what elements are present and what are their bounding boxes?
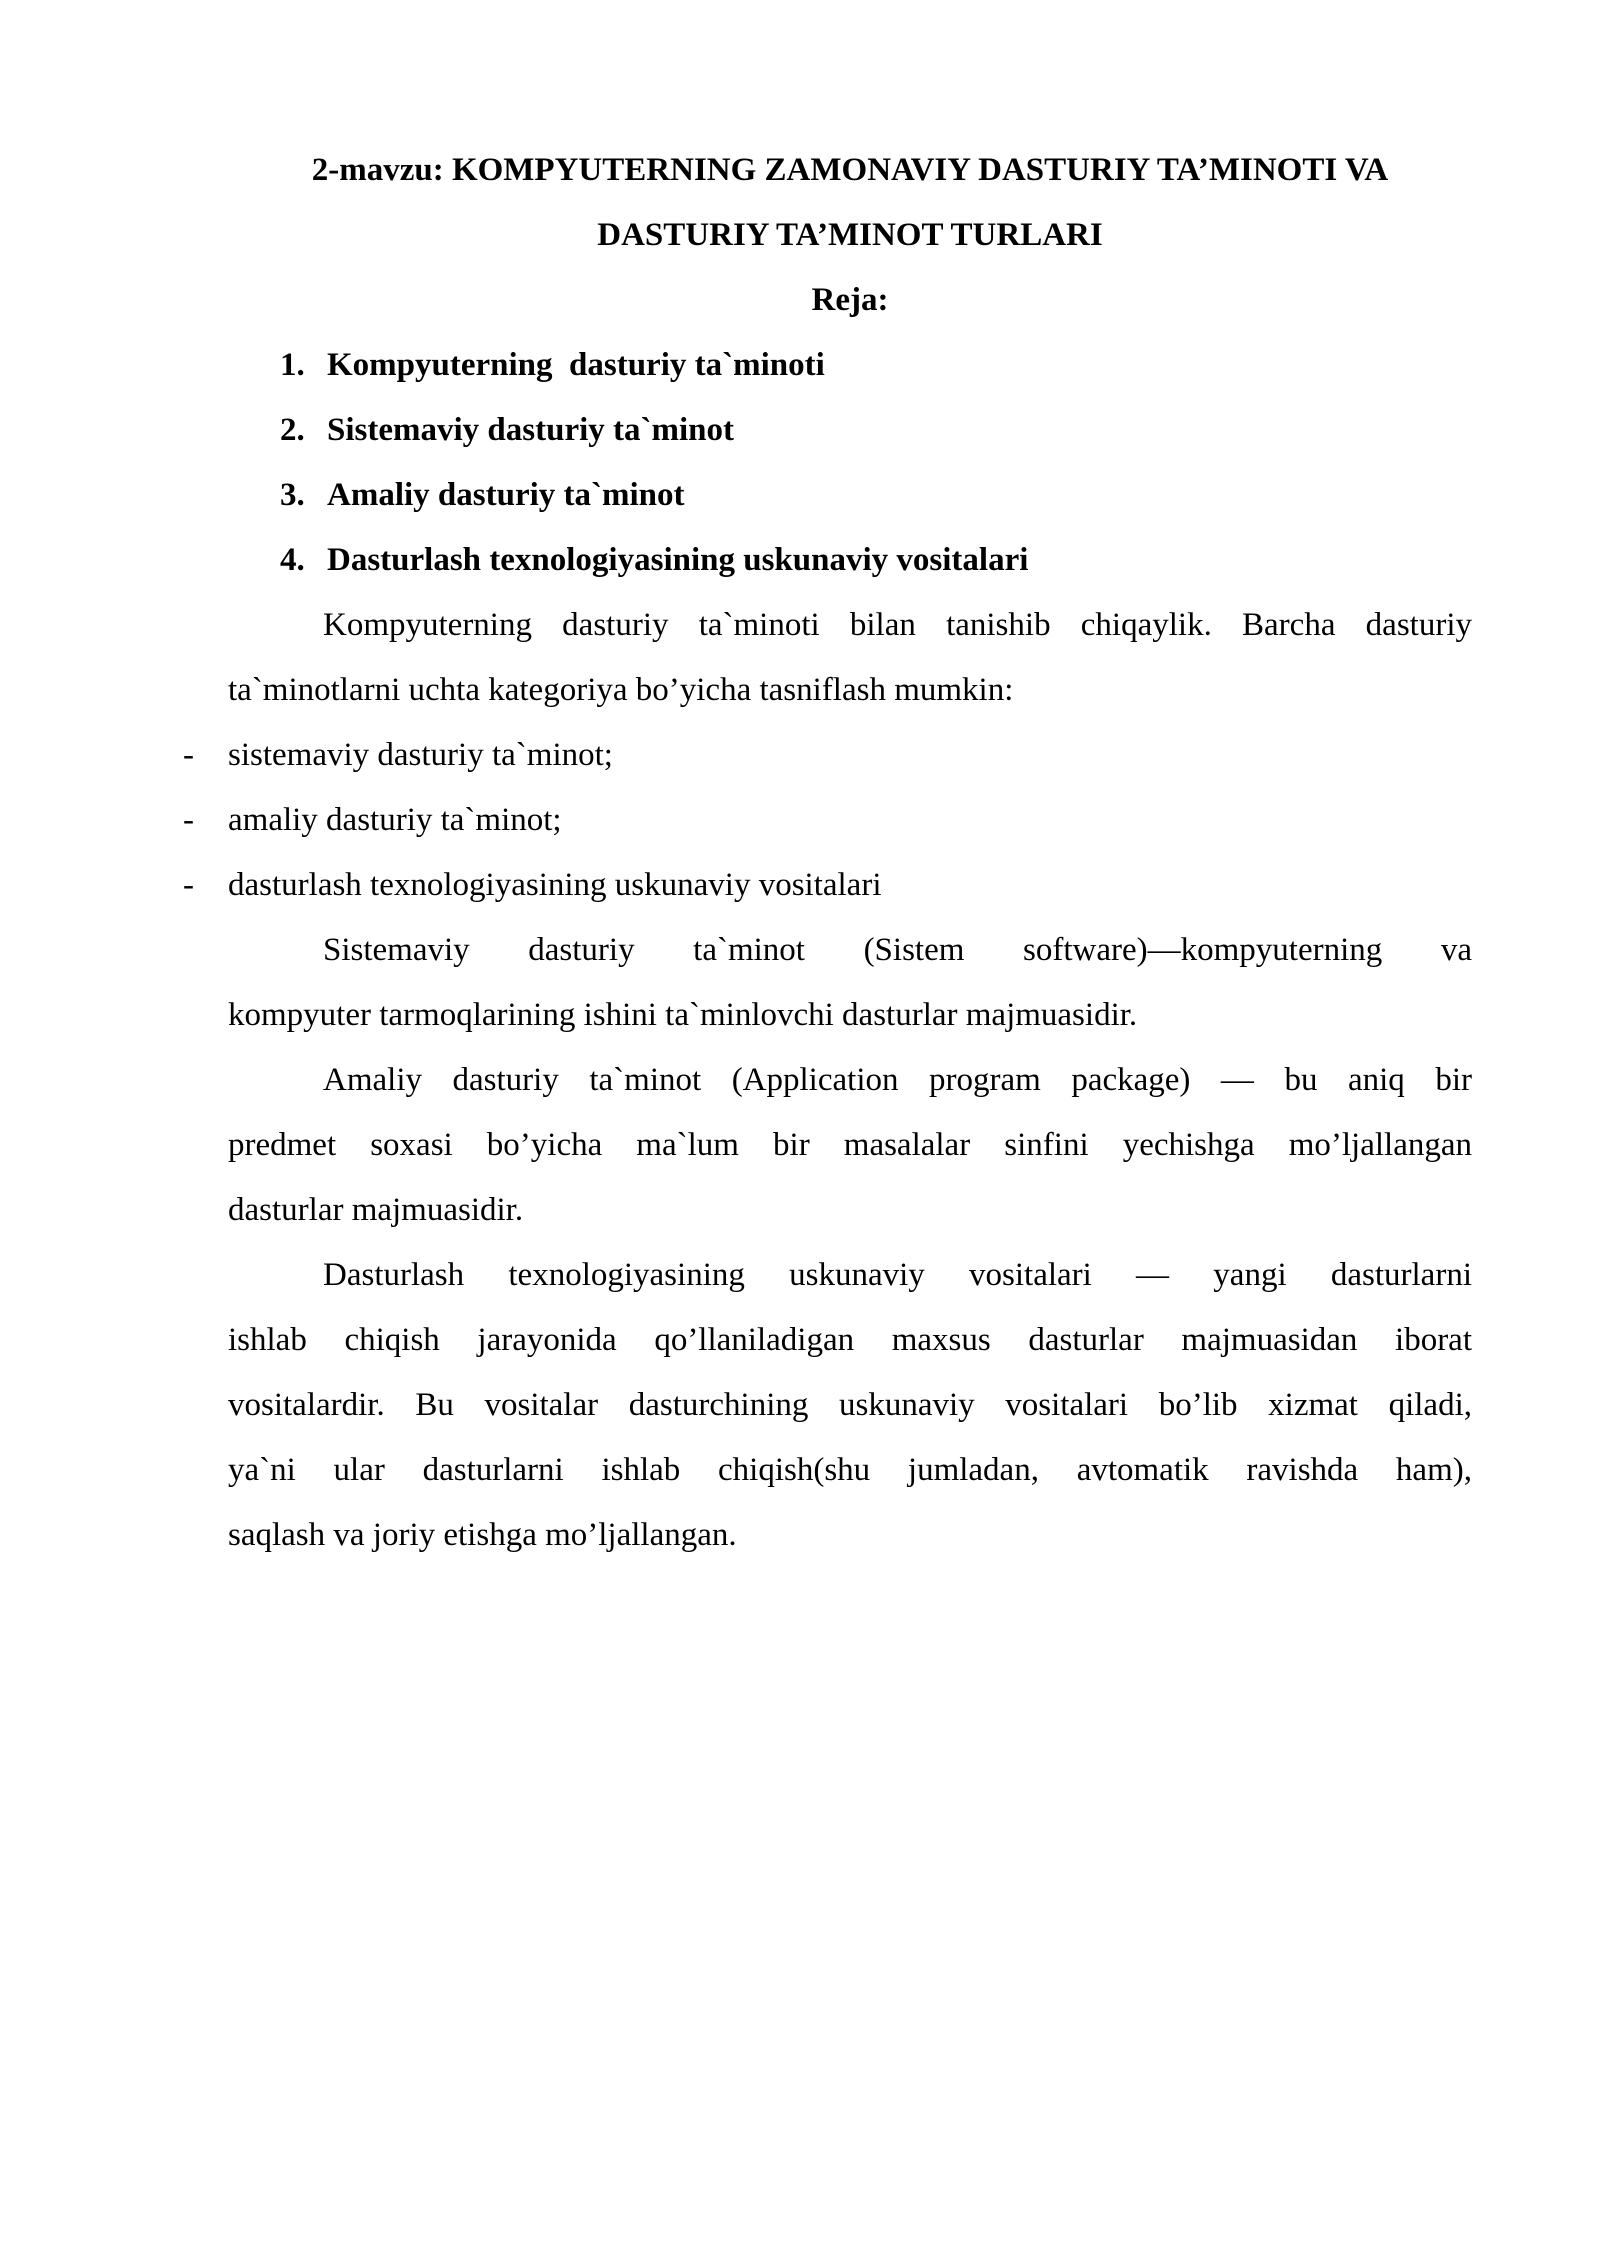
plan-item-3-label: Amaliy dasturiy ta`minot [327,477,685,513]
plan-item-2-number: 2. [280,412,305,448]
paragraph-4-line-5: saqlash va joriy etishga mo’ljallangan. [228,1517,737,1553]
paragraph-4 [228,1243,1472,1568]
plan-item-4 [228,528,1472,593]
dash-list-item-2 [183,788,1472,853]
dash-marker: - [183,867,194,903]
plan-item-4-label: Dasturlash texnologiyasining uskunaviy vositalari [327,542,1029,578]
paragraph-3-line-1: Amaliy dasturiy ta`minot (Application program package) — bu aniq bir [323,1062,1472,1098]
paragraph-1-line-2: ta`minotlarni uchta kategoriya bo’yicha tasniflash mumkin: [228,672,1014,708]
plan-item-2-label: Sistemaviy dasturiy ta`minot [327,412,734,448]
plan-item-1 [228,333,1472,398]
paragraph-4-line-3: vositalardir. Bu vositalar dasturchining uskunaviy vositalari bo’lib xizmat qiladi, [228,1387,1472,1423]
dash-marker: - [183,802,194,838]
document-title-line-2: DASTURIY TA’MINOT TURLARI [597,217,1103,253]
plan-item-4-number: 4. [280,542,305,578]
dash-list-item-2-label: amaliy dasturiy ta`minot; [228,802,562,838]
paragraph-4-line-1: Dasturlash texnologiyasining uskunaviy vositalari — yangi dasturlarni [323,1257,1472,1293]
paragraph-3 [228,1048,1472,1243]
plan-heading: Reja: [811,282,889,318]
plan-item-1-number: 1. [280,347,305,383]
dash-list-item-3 [183,853,1472,918]
dash-marker: - [183,737,194,773]
paragraph-2-line-2: kompyuter tarmoqlarining ishini ta`minlovchi dasturlar majmuasidir. [228,997,1138,1033]
paragraph-2-line-1: Sistemaviy dasturiy ta`minot (Sistem software)—kompyuterning va [323,932,1472,968]
paragraph-4-line-2: ishlab chiqish jarayonida qo’llaniladigan maxsus dasturlar majmuasidan iborat [228,1322,1472,1358]
paragraph-1 [228,593,1472,723]
plan-item-1-label: Kompyuterning dasturiy ta`minoti [327,347,825,383]
plan-item-3-number: 3. [280,477,305,513]
dash-list-item-1-label: sistemaviy dasturiy ta`minot; [228,737,613,773]
plan-item-2 [228,398,1472,463]
dash-list-item-1 [183,723,1472,788]
dash-list-item-3-label: dasturlash texnologiyasining uskunaviy vositalari [228,867,882,903]
paragraph-2 [228,918,1472,1048]
paragraph-3-line-2: predmet soxasi bo’yicha ma`lum bir masalalar sinfini yechishga mo’ljallangan [228,1127,1472,1163]
document-title-line-1: 2-mavzu: KOMPYUTERNING ZAMONAVIY DASTURIY TA’MINOTI VA [311,152,1389,188]
plan-item-3 [228,463,1472,528]
paragraph-1-line-1: Kompyuterning dasturiy ta`minoti bilan tanishib chiqaylik. Barcha dasturiy [323,607,1472,643]
paragraph-4-line-4: ya`ni ular dasturlarni ishlab chiqish(shu jumladan, avtomatik ravishda ham), [228,1452,1472,1488]
paragraph-3-line-3: dasturlar majmuasidir. [228,1192,524,1228]
